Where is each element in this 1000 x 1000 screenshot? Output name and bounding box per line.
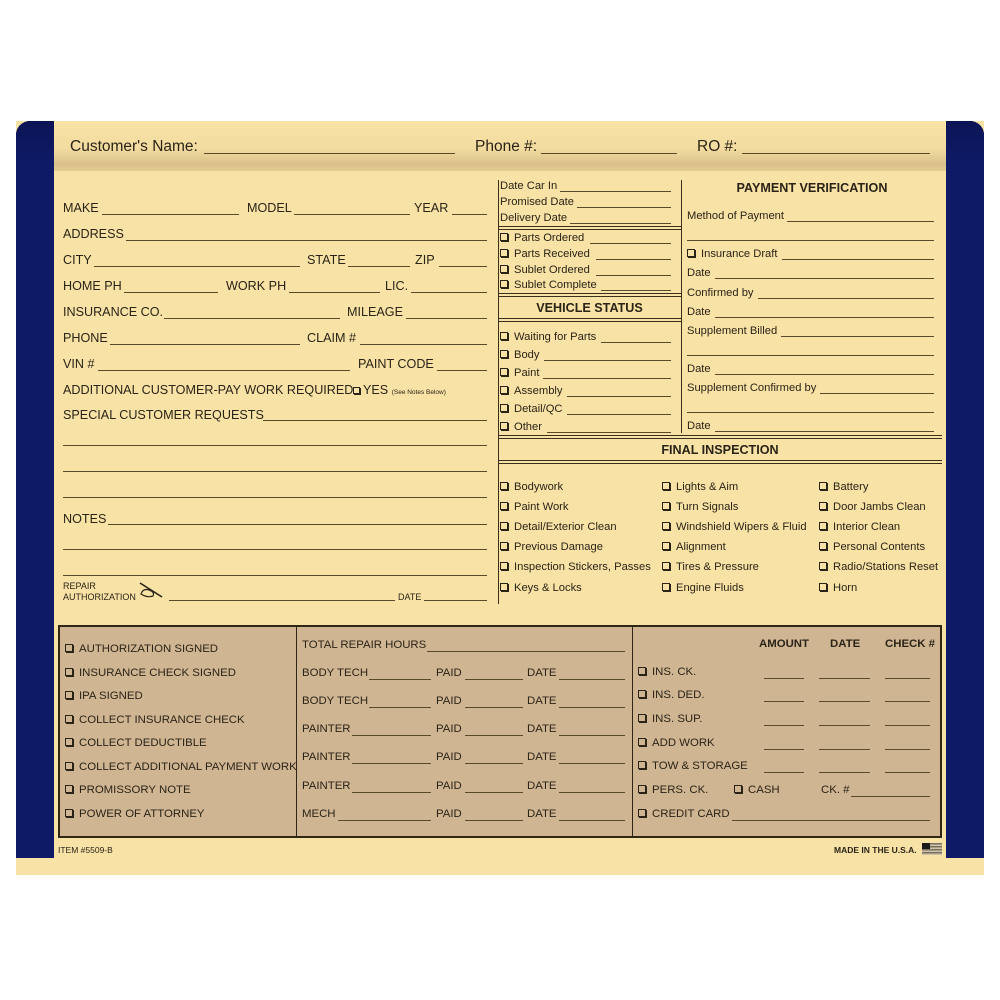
paid-field[interactable] — [465, 707, 523, 708]
date-label: DATE — [527, 667, 557, 679]
year-label: YEAR — [414, 201, 449, 215]
date-field[interactable] — [559, 792, 625, 793]
insurance-phone-label: PHONE — [63, 331, 108, 345]
checkbox-icon — [662, 522, 670, 530]
personal-check-checkbox[interactable]: PERS. CK. — [638, 784, 708, 796]
mileage-label: MILEAGE — [347, 305, 403, 319]
divider — [498, 293, 681, 297]
checkbox-icon — [65, 762, 73, 770]
mech-field[interactable] — [338, 820, 431, 821]
inspection-alignment-checkbox[interactable]: Alignment — [662, 541, 726, 553]
checkbox-icon — [500, 249, 508, 257]
method-of-payment-label: Method of Payment — [687, 210, 785, 222]
checkbox-icon — [500, 233, 508, 241]
date-field[interactable] — [559, 707, 625, 708]
method-of-payment-line-2[interactable] — [687, 240, 934, 241]
painter-field[interactable] — [352, 792, 431, 793]
inspection-door-jambs-checkbox[interactable]: Door Jambs Clean — [819, 501, 926, 513]
date-field[interactable] — [559, 735, 625, 736]
check-number-field[interactable] — [885, 701, 930, 702]
see-notes-hint: (See Notes Below) — [391, 389, 446, 396]
amount-field[interactable] — [764, 678, 804, 679]
vehicle-status-title: VEHICLE STATUS — [536, 301, 643, 315]
customer-name-field[interactable] — [204, 153, 455, 154]
checkbox-icon — [638, 738, 646, 746]
date-field[interactable] — [559, 763, 625, 764]
authorization-signed-checkbox[interactable]: AUTHORIZATION SIGNED — [65, 643, 218, 655]
vin-label: VIN # — [63, 357, 95, 371]
left-color-strip — [16, 121, 54, 858]
checkbox-icon — [65, 715, 73, 723]
mileage-field[interactable] — [406, 318, 487, 319]
date-field[interactable] — [819, 772, 870, 773]
date-field[interactable] — [559, 820, 625, 821]
license-label: LIC. — [385, 279, 409, 293]
state-field[interactable] — [348, 266, 410, 267]
special-requests-label: SPECIAL CUSTOMER REQUESTS — [63, 408, 264, 422]
home-phone-field[interactable] — [124, 292, 218, 293]
add-work-checkbox[interactable]: ADD WORK — [638, 737, 715, 749]
check-number-field[interactable] — [885, 725, 930, 726]
parts-ordered-checkbox[interactable]: Parts Ordered — [500, 232, 584, 244]
body-tech-label: BODY TECH — [302, 667, 369, 679]
body-tech-field[interactable] — [369, 679, 431, 680]
confirmed-by-label: Confirmed by — [687, 287, 754, 299]
city-field[interactable] — [94, 266, 300, 267]
repair-authorization-label: REPAIR AUTHORIZATION — [63, 581, 136, 602]
supplement-confirmed-date-field[interactable] — [715, 431, 934, 432]
credit-card-checkbox[interactable]: CREDIT CARD — [638, 808, 730, 820]
status-other-checkbox[interactable]: Other — [500, 421, 542, 433]
status-waiting-for-parts-field[interactable] — [601, 342, 671, 343]
insurance-draft-checkbox[interactable]: Insurance Draft — [687, 248, 777, 260]
item-number: ITEM #5509-B — [58, 845, 113, 855]
sublet-complete-field[interactable] — [601, 290, 671, 291]
paint-code-field[interactable] — [437, 370, 487, 371]
body-tech-label: BODY TECH — [302, 695, 369, 707]
total-repair-hours-field[interactable] — [427, 651, 625, 652]
checkbox-icon — [65, 809, 73, 817]
check-number-field[interactable] — [885, 749, 930, 750]
body-tech-field[interactable] — [369, 707, 431, 708]
checkbox-icon — [65, 668, 73, 676]
inspection-keys-locks-checkbox[interactable]: Keys & Locks — [500, 582, 582, 594]
paid-field[interactable] — [465, 792, 523, 793]
address-field[interactable] — [126, 240, 487, 241]
insurance-co-field[interactable] — [164, 318, 340, 319]
model-field[interactable] — [294, 214, 410, 215]
divider — [498, 435, 942, 439]
collect-insurance-check-checkbox[interactable]: COLLECT INSURANCE CHECK — [65, 714, 245, 726]
painter-label: PAINTER — [302, 751, 351, 763]
paid-label: PAID — [436, 667, 462, 679]
parts-received-field[interactable] — [596, 259, 671, 260]
paid-label: PAID — [436, 723, 462, 735]
checkbox-icon — [819, 583, 827, 591]
status-assembly-checkbox[interactable]: Assembly — [500, 385, 563, 397]
status-paint-checkbox[interactable]: Paint — [500, 367, 540, 379]
divider — [498, 460, 942, 464]
paint-code-label: PAINT CODE — [358, 357, 434, 371]
date-label: DATE — [527, 808, 557, 820]
special-requests-line-4[interactable] — [63, 497, 487, 498]
checkbox-icon — [500, 332, 508, 340]
confirmed-date-label: Date — [687, 306, 711, 318]
paid-label: PAID — [436, 751, 462, 763]
supplement-billed-label: Supplement Billed — [687, 325, 778, 337]
promised-date-label: Promised Date — [500, 196, 574, 208]
made-in-usa-label: MADE IN THE U.S.A. — [834, 845, 917, 855]
amount-field[interactable] — [764, 749, 804, 750]
delivery-date-field[interactable] — [570, 223, 671, 224]
checkbox-icon — [638, 690, 646, 698]
checkbox-icon — [500, 265, 508, 273]
status-assembly-field[interactable] — [567, 396, 671, 397]
inspection-previous-damage-checkbox[interactable]: Previous Damage — [500, 541, 603, 553]
painter-field[interactable] — [352, 763, 431, 764]
amount-field[interactable] — [764, 772, 804, 773]
inspection-paint-work-checkbox[interactable]: Paint Work — [500, 501, 569, 513]
checkbox-icon — [500, 386, 508, 394]
paid-field[interactable] — [465, 763, 523, 764]
notes-field[interactable] — [108, 524, 487, 525]
painter-label: PAINTER — [302, 780, 351, 792]
notes-line-3[interactable] — [63, 575, 487, 576]
insurance-draft-field[interactable] — [782, 259, 934, 260]
parts-received-checkbox[interactable]: Parts Received — [500, 248, 590, 260]
us-flag-icon — [922, 843, 942, 855]
inspection-lights-aim-checkbox[interactable]: Lights & Aim — [662, 481, 738, 493]
special-requests-field[interactable] — [263, 420, 487, 421]
checkbox-icon — [500, 422, 508, 430]
checkbox-icon — [819, 562, 827, 570]
inspection-horn-checkbox[interactable]: Horn — [819, 582, 857, 594]
notes-line-2[interactable] — [63, 549, 487, 550]
claim-field[interactable] — [360, 344, 487, 345]
year-field[interactable] — [452, 214, 487, 215]
amount-field[interactable] — [764, 701, 804, 702]
checkbox-icon — [638, 761, 646, 769]
zip-field[interactable] — [439, 266, 487, 267]
claim-label: CLAIM # — [307, 331, 356, 345]
inspection-detail-exterior-checkbox[interactable]: Detail/Exterior Clean — [500, 521, 617, 533]
check-number-field[interactable] — [885, 772, 930, 773]
supplement-date-label: Date — [687, 363, 711, 375]
inspection-engine-fluids-checkbox[interactable]: Engine Fluids — [662, 582, 744, 594]
address-label: ADDRESS — [63, 227, 124, 241]
final-inspection-title: FINAL INSPECTION — [661, 443, 779, 457]
tow-storage-checkbox[interactable]: TOW & STORAGE — [638, 760, 748, 772]
supplement-confirmed-line-2[interactable] — [687, 412, 934, 413]
confirmed-date-field[interactable] — [715, 317, 934, 318]
date-field[interactable] — [819, 725, 870, 726]
status-paint-field[interactable] — [543, 378, 671, 379]
insurance-draft-date-field[interactable] — [715, 278, 934, 279]
credit-card-field[interactable] — [732, 820, 930, 821]
inspection-radio-reset-checkbox[interactable]: Radio/Stations Reset — [819, 561, 938, 573]
ipa-signed-checkbox[interactable]: IPA SIGNED — [65, 690, 143, 702]
signature-pen-icon — [138, 581, 164, 599]
checkbox-icon — [662, 502, 670, 510]
sublet-ordered-field[interactable] — [596, 275, 671, 276]
inspection-personal-contents-checkbox[interactable]: Personal Contents — [819, 541, 925, 553]
date-label: DATE — [527, 780, 557, 792]
method-of-payment-field[interactable] — [787, 221, 934, 222]
delivery-date-label: Delivery Date — [500, 212, 568, 224]
check-number-field[interactable] — [885, 678, 930, 679]
collect-additional-payment-checkbox[interactable]: COLLECT ADDITIONAL PAYMENT WORK — [65, 761, 297, 773]
date-field[interactable] — [559, 679, 625, 680]
promissory-note-checkbox[interactable]: PROMISSORY NOTE — [65, 784, 191, 796]
promised-date-field[interactable] — [577, 207, 671, 208]
authorization-date-field[interactable] — [424, 600, 487, 601]
supplement-confirmed-by-label: Supplement Confirmed by — [687, 382, 817, 394]
checkbox-icon — [500, 368, 508, 376]
panel-divider — [296, 625, 297, 838]
paid-field[interactable] — [465, 820, 523, 821]
checkbox-icon — [65, 785, 73, 793]
work-phone-field[interactable] — [289, 292, 380, 293]
inspection-turn-signals-checkbox[interactable]: Turn Signals — [662, 501, 738, 513]
inspection-stickers-checkbox[interactable]: Inspection Stickers, Passes — [500, 561, 651, 573]
confirmed-by-field[interactable] — [758, 298, 934, 299]
checkbox-icon — [734, 785, 742, 793]
date-car-in-field[interactable] — [560, 191, 671, 192]
home-phone-label: HOME PH — [63, 279, 122, 293]
total-repair-hours-label: TOTAL REPAIR HOURS — [302, 639, 427, 651]
paid-field[interactable] — [465, 735, 523, 736]
cash-checkbox[interactable]: CASH — [734, 784, 780, 796]
checkbox-icon — [65, 644, 73, 652]
panel-divider — [632, 625, 633, 838]
special-requests-line-2[interactable] — [63, 445, 487, 446]
phone-label: Phone #: — [475, 138, 538, 155]
additional-work-label: ADDITIONAL CUSTOMER-PAY WORK REQUIRED — [63, 383, 354, 397]
zip-label: ZIP — [415, 253, 435, 267]
checkbox-icon — [819, 482, 827, 490]
personal-check-number-field[interactable] — [851, 796, 930, 797]
supplement-confirmed-date-label: Date — [687, 420, 711, 432]
divider — [498, 226, 681, 230]
special-requests-line-3[interactable] — [63, 471, 487, 472]
amount-field[interactable] — [764, 725, 804, 726]
checkbox-icon — [500, 280, 508, 288]
paid-label: PAID — [436, 695, 462, 707]
make-field[interactable] — [102, 214, 239, 215]
insurance-phone-field[interactable] — [110, 344, 300, 345]
license-field[interactable] — [411, 292, 487, 293]
date-car-in-label: Date Car In — [500, 180, 558, 192]
inspection-wipers-checkbox[interactable]: Windshield Wipers & Fluid — [662, 521, 807, 533]
city-label: CITY — [63, 253, 92, 267]
checkbox-icon — [662, 583, 670, 591]
inspection-tires-checkbox[interactable]: Tires & Pressure — [662, 561, 759, 573]
status-detail-qc-checkbox[interactable]: Detail/QC — [500, 403, 563, 415]
insurance-co-label: INSURANCE CO. — [63, 305, 164, 319]
date-header: DATE — [830, 638, 861, 650]
checkbox-icon — [500, 583, 508, 591]
date-label: DATE — [527, 751, 557, 763]
phone-field[interactable] — [541, 153, 677, 154]
checkbox-icon — [353, 387, 360, 394]
middle-column-divider — [498, 180, 499, 604]
ro-label: RO #: — [697, 138, 738, 155]
checkbox-icon — [500, 522, 508, 530]
checkbox-icon — [500, 562, 508, 570]
checkbox-icon — [819, 542, 827, 550]
painter-field[interactable] — [352, 735, 431, 736]
checkbox-icon — [500, 542, 508, 550]
repair-authorization-signature-field[interactable] — [169, 600, 395, 601]
checkbox-icon — [687, 249, 695, 257]
checkbox-icon — [662, 482, 670, 490]
insurance-draft-date-label: Date — [687, 267, 711, 279]
supplement-date-field[interactable] — [715, 374, 934, 375]
checkbox-icon — [638, 714, 646, 722]
supplement-billed-field[interactable] — [781, 336, 934, 337]
sublet-complete-checkbox[interactable]: Sublet Complete — [500, 279, 597, 291]
status-body-field[interactable] — [544, 360, 671, 361]
painter-label: PAINTER — [302, 723, 351, 735]
mech-label: MECH — [302, 808, 336, 820]
date-field[interactable] — [819, 701, 870, 702]
date-label: DATE — [527, 723, 557, 735]
yes-label: YES — [363, 383, 389, 397]
payment-column-divider — [681, 180, 682, 433]
checkbox-icon — [662, 542, 670, 550]
checkbox-icon — [819, 502, 827, 510]
power-of-attorney-checkbox[interactable]: POWER OF ATTORNEY — [65, 808, 205, 820]
make-label: MAKE — [63, 201, 99, 215]
check-number-header: CHECK # — [885, 638, 936, 650]
supplement-confirmed-by-field[interactable] — [820, 393, 934, 394]
inspection-interior-clean-checkbox[interactable]: Interior Clean — [819, 521, 900, 533]
paid-label: PAID — [436, 780, 462, 792]
ins-ck-checkbox[interactable]: INS. CK. — [638, 666, 696, 678]
divider — [498, 318, 681, 322]
checkbox-icon — [500, 404, 508, 412]
status-waiting-for-parts-checkbox[interactable]: Waiting for Parts — [500, 331, 596, 343]
vin-field[interactable] — [98, 370, 350, 371]
paid-field[interactable] — [465, 679, 523, 680]
authorization-date-label: DATE — [398, 592, 422, 602]
date-field[interactable] — [819, 678, 870, 679]
additional-work-yes-checkbox[interactable] — [353, 383, 446, 397]
checkbox-icon — [500, 350, 508, 358]
customer-name-label: Customer's Name: — [70, 138, 198, 155]
checkbox-icon — [638, 667, 646, 675]
ro-field[interactable] — [742, 153, 930, 154]
checkbox-icon — [638, 785, 646, 793]
insurance-check-signed-checkbox[interactable]: INSURANCE CHECK SIGNED — [65, 667, 236, 679]
checkbox-icon — [500, 502, 508, 510]
right-color-strip — [946, 121, 984, 858]
check-number-label: CK. # — [821, 784, 850, 796]
inspection-battery-checkbox[interactable]: Battery — [819, 481, 868, 493]
amount-header: AMOUNT — [759, 638, 809, 650]
payment-verification-title: PAYMENT VERIFICATION — [736, 181, 888, 195]
checkbox-icon — [819, 522, 827, 530]
sublet-ordered-checkbox[interactable]: Sublet Ordered — [500, 264, 590, 276]
collect-deductible-checkbox[interactable]: COLLECT DEDUCTIBLE — [65, 737, 207, 749]
date-field[interactable] — [819, 749, 870, 750]
checkbox-icon — [500, 482, 508, 490]
supplement-billed-line-2[interactable] — [687, 355, 934, 356]
status-detail-qc-field[interactable] — [567, 414, 671, 415]
office-use-panel — [58, 625, 942, 838]
date-label: DATE — [527, 695, 557, 707]
notes-label: NOTES — [63, 512, 107, 526]
ins-sup-checkbox[interactable]: INS. SUP. — [638, 713, 702, 725]
ins-ded-checkbox[interactable]: INS. DED. — [638, 689, 705, 701]
inspection-bodywork-checkbox[interactable]: Bodywork — [500, 481, 563, 493]
status-body-checkbox[interactable]: Body — [500, 349, 540, 361]
parts-ordered-field[interactable] — [590, 243, 671, 244]
checkbox-icon — [638, 809, 646, 817]
model-label: MODEL — [247, 201, 292, 215]
work-phone-label: WORK PH — [226, 279, 287, 293]
checkbox-icon — [65, 691, 73, 699]
state-label: STATE — [307, 253, 346, 267]
checkbox-icon — [65, 738, 73, 746]
checkbox-icon — [662, 562, 670, 570]
paid-label: PAID — [436, 808, 462, 820]
status-other-field[interactable] — [547, 432, 671, 433]
